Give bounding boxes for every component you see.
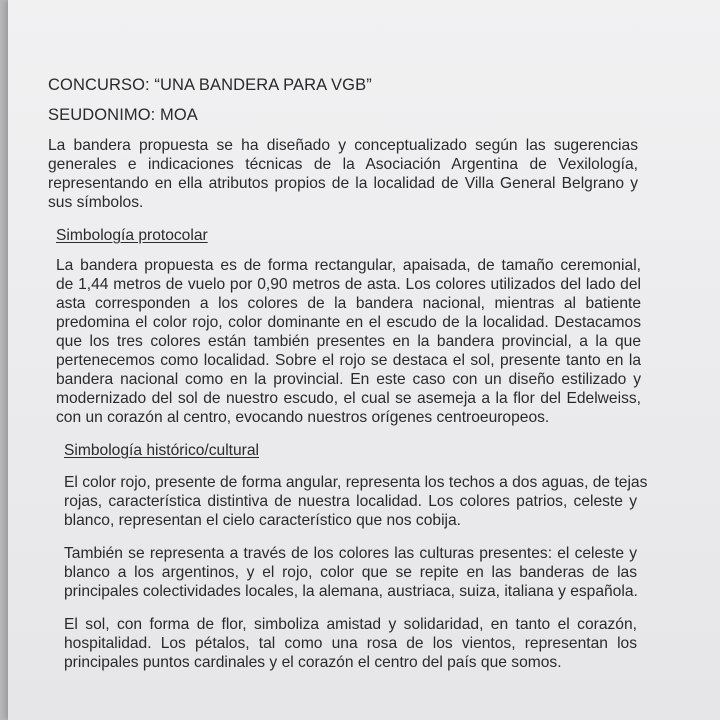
contest-title: CONCURSO: “UNA BANDERA PARA VGB” — [48, 76, 372, 94]
intro-line: sus símbolos. — [48, 194, 144, 211]
protocolar-line: modernizado del sol de nuestro escudo, el cual se asemeja a la flor del Edelweiss, — [56, 390, 641, 407]
historico-line: hospitalidad. Los pétalos, tal como una rosa de los vientos, representan los — [64, 635, 637, 652]
intro-line: representando en ella atributos propios de la localidad de Villa General Belgrano y — [48, 175, 638, 192]
protocolar-line: pertenecemos como localidad. Sobre el rojo se destaca el sol, presente tanto en la — [56, 352, 641, 369]
protocolar-paragraph — [56, 256, 641, 427]
document-content — [48, 74, 648, 672]
historico-paragraph-1 — [64, 473, 648, 530]
section-title-protocolar: Simbología protocolar — [56, 227, 208, 244]
protocolar-line: La bandera propuesta es de forma rectangular, apaisada, de tamaño ceremonial, — [56, 257, 641, 274]
historico-line: El sol, con forma de flor, simboliza amistad y solidaridad, en tanto el corazón, — [64, 616, 637, 633]
historico-line: El color rojo, presente de forma angular, representa los techos a dos aguas, de tejas — [64, 474, 648, 491]
historico-paragraph-3 — [64, 615, 637, 672]
historico-line: blanco, representan el cielo característico que nos cobija. — [64, 512, 462, 529]
protocolar-line: con un corazón al centro, evocando nuestros orígenes centroeuropeos. — [56, 409, 550, 426]
protocolar-line: de 1,44 metros de vuelo por 0,90 metros de asta. Los colores utilizados del lado del — [56, 276, 641, 293]
intro-paragraph — [48, 136, 638, 212]
section-title-historico: Simbología histórico/cultural — [64, 442, 260, 459]
document-page — [8, 0, 720, 720]
historico-line: principales puntos cardinales y el corazón el centro del país que somos. — [64, 654, 562, 671]
historico-line: rojas, característica distintiva de nuestra localidad. Los colores patrios, celeste y — [64, 493, 637, 510]
historico-line: principales colectividades locales, la alemana, austriaca, suiza, italiana y española. — [64, 583, 638, 600]
protocolar-line: bandera nacional como en la provincial. En este caso con un diseño estilizado y — [56, 371, 641, 388]
intro-line: La bandera propuesta se ha diseñado y conceptualizado según las sugerencias — [48, 137, 638, 154]
historico-line: También se representa a través de los colores las culturas presentes: el celeste y — [64, 545, 637, 562]
historico-paragraph-2 — [64, 544, 637, 601]
intro-line: generales e indicaciones técnicas de la Asociación Argentina de Vexilología, — [48, 156, 638, 173]
historico-line: blanco a los argentinos, y el rojo, color que se repite en las banderas de las — [64, 564, 637, 581]
pseudonym: SEUDONIMO: MOA — [48, 106, 198, 124]
protocolar-line: que los tres colores están también presentes en la bandera provincial, a la que — [56, 333, 641, 350]
protocolar-line: predomina el color rojo, color dominante en el escudo de la localidad. Destacamos — [56, 314, 641, 331]
protocolar-line: asta corresponden a los colores de la bandera nacional, mientras al batiente — [56, 295, 641, 312]
